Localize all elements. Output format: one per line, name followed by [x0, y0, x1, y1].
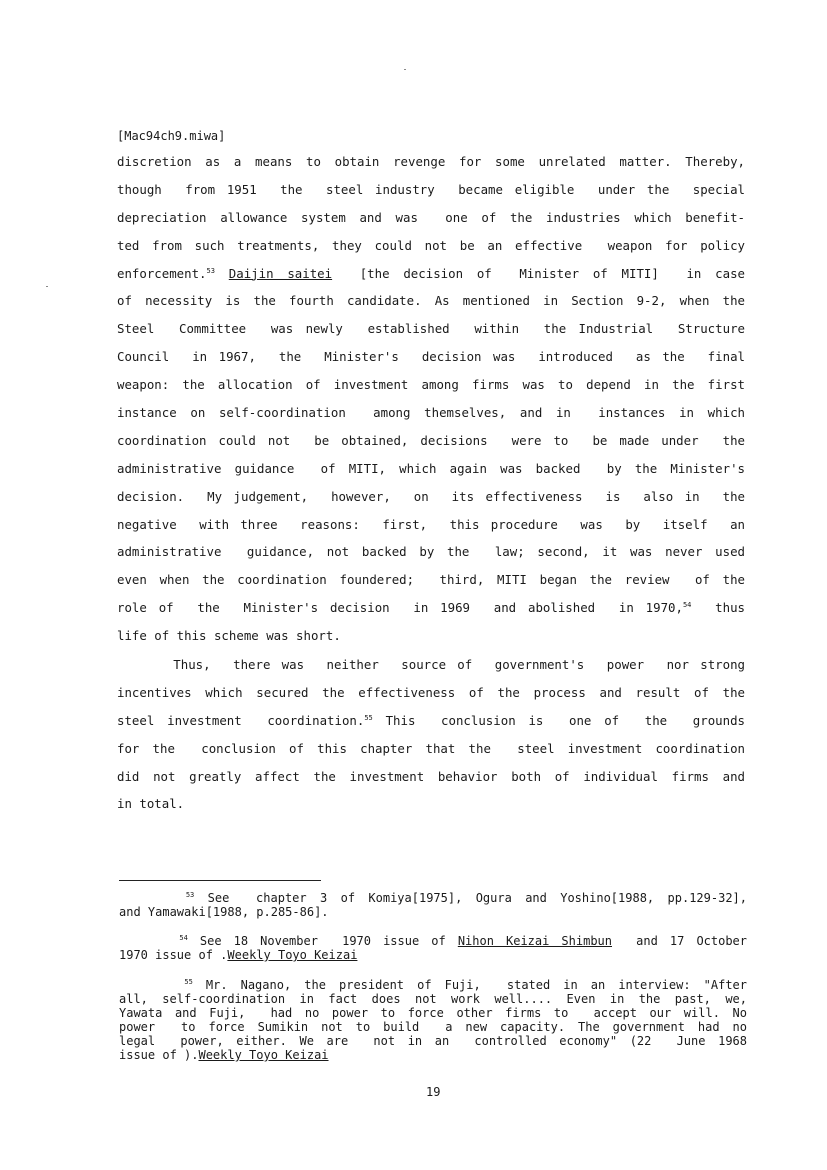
text-run: enforcement. — [117, 265, 207, 281]
text-run: issue of — [119, 1048, 185, 1062]
document-header: [Mac94ch9.miwa] — [117, 129, 226, 143]
underlined-term: Nihon Keizai Shimbun — [457, 934, 613, 948]
paragraph-1-line: though from 1951 the steel industry became eligible under the special — [117, 181, 745, 197]
footnote-line — [119, 1048, 747, 1062]
text-run: [the decision of Minister of MITI] in case — [332, 265, 746, 281]
paragraph-1-line: instance on self-coordination among themselves, and in instances in which — [117, 405, 745, 421]
footnote-line — [119, 1020, 747, 1034]
paragraph-2-line: Thus, there was neither source of government's power nor strong — [117, 657, 745, 672]
text-run: thus — [691, 600, 745, 616]
text-run: and Yamawaki[1988, p.285-86]. — [119, 905, 329, 919]
footnote-line — [119, 905, 747, 919]
page-number: 19 — [426, 1085, 441, 1099]
body-paragraph-1 — [117, 148, 745, 650]
text-run: 1970 issue of — [119, 948, 221, 962]
text-run — [119, 978, 184, 992]
paragraph-1-line: discretion as a means to obtain revenge for some unrelated matter. Thereby, — [117, 154, 745, 169]
paragraph-1-line: coordination could not be obtained, decisions were to be made under the — [117, 432, 745, 448]
text-run: all, self-coordination in fact does not work well.... Even in the past, we, — [119, 992, 747, 1006]
footnote-53 — [119, 891, 747, 919]
text-run: power to force Sumikin not to build a new capacity. The government had no — [119, 1020, 747, 1034]
text-run — [215, 266, 229, 281]
footnote-marker: 53 — [185, 891, 195, 899]
text-run: role of the Minister's decision in 1969 and abolished in 1970, — [117, 600, 683, 616]
paragraph-1-line: administrative guidance, not backed by the law; second, it was never used — [117, 544, 745, 560]
footnote-54 — [119, 934, 747, 962]
paragraph-1-line: negative with three reasons: first, this procedure was by itself an — [117, 516, 745, 532]
text-run: Mr. Nagano, the president of Fuji, stated in an interview: "After — [192, 978, 747, 992]
text-run: and 17 October — [612, 934, 748, 948]
footnote-line — [119, 934, 747, 948]
text-run: legal power, either. We are not in an controlled economy" (22 June 1968 — [119, 1034, 747, 1048]
paragraph-1-line: of necessity is the fourth candidate. As mentioned in Section 9-2, when the — [117, 293, 745, 309]
text-run: ). — [184, 1048, 199, 1062]
underlined-term: Weekly Toyo Keizai — [227, 948, 358, 962]
paragraph-2-line: incentives which secured the effectiveness of the process and result of the — [117, 684, 745, 700]
footnote-line — [119, 978, 747, 992]
underlined-term: Weekly Toyo Keizai — [198, 1048, 329, 1062]
footnote-marker: 53 — [206, 266, 215, 275]
footnote-marker: 54 — [179, 934, 188, 942]
paragraph-1-line: Council in 1967, the Minister's decision was introduced as the final — [117, 349, 745, 365]
footnote-marker: 55 — [184, 978, 193, 986]
footnote-line — [119, 1006, 747, 1020]
text-run: . — [220, 948, 228, 962]
text-run: Yawata and Fuji, had no power to force other firms to accept our will. No — [119, 1006, 747, 1020]
footnote-55 — [119, 978, 747, 1062]
paragraph-1-line: Steel Committee was newly established within the Industrial Structure — [117, 321, 745, 337]
paragraph-1-line: even when the coordination foundered; third, MITI began the review of the — [117, 572, 745, 588]
text-run: See 18 November 1970 issue of — [187, 934, 458, 948]
paragraph-1-line: decision. My judgement, however, on its effectiveness is also in the — [117, 488, 745, 504]
paragraph-1-line: weapon: the allocation of investment among firms was to depend in the first — [117, 377, 745, 393]
text-run — [119, 934, 179, 948]
paragraph-1-line: life of this scheme was short. — [117, 628, 341, 644]
paragraph-2-line — [117, 707, 745, 735]
footnote-marker: 54 — [682, 601, 692, 610]
body-paragraph-2 — [117, 651, 745, 818]
footnote-line — [119, 1034, 747, 1048]
paragraph-1-line — [117, 260, 745, 288]
scan-speck — [404, 69, 406, 70]
footnote-line — [119, 891, 747, 905]
paragraph-1-line: depreciation allowance system and was one of the industries which benefit- — [117, 209, 745, 225]
text-run — [119, 891, 186, 905]
paragraph-2-line: for the conclusion of this chapter that the steel investment coordination — [117, 740, 745, 756]
footnote-line — [119, 948, 747, 962]
text-run: This conclusion is one of the grounds — [372, 712, 745, 728]
paragraph-1-line: administrative guidance of MITI, which again was backed by the Minister's — [117, 460, 745, 476]
paragraph-2-line: did not greatly affect the investment behavior both of individual firms and — [117, 768, 745, 784]
paragraph-2-line: in total. — [117, 796, 185, 812]
text-run: steel investment coordination. — [117, 712, 365, 728]
footnote-line — [119, 992, 747, 1006]
paragraph-1-line: ted from such treatments, they could not be an effective weapon for policy — [117, 237, 745, 253]
underlined-term: Daijin saitei — [228, 265, 333, 281]
scan-speck — [46, 286, 48, 287]
text-run: See chapter 3 of Komiya[1975], Ogura and Yoshino[1988, pp.129-32], — [194, 891, 747, 905]
paragraph-1-line — [117, 594, 745, 622]
footnote-marker: 55 — [364, 713, 373, 722]
footnote-separator — [119, 880, 321, 881]
